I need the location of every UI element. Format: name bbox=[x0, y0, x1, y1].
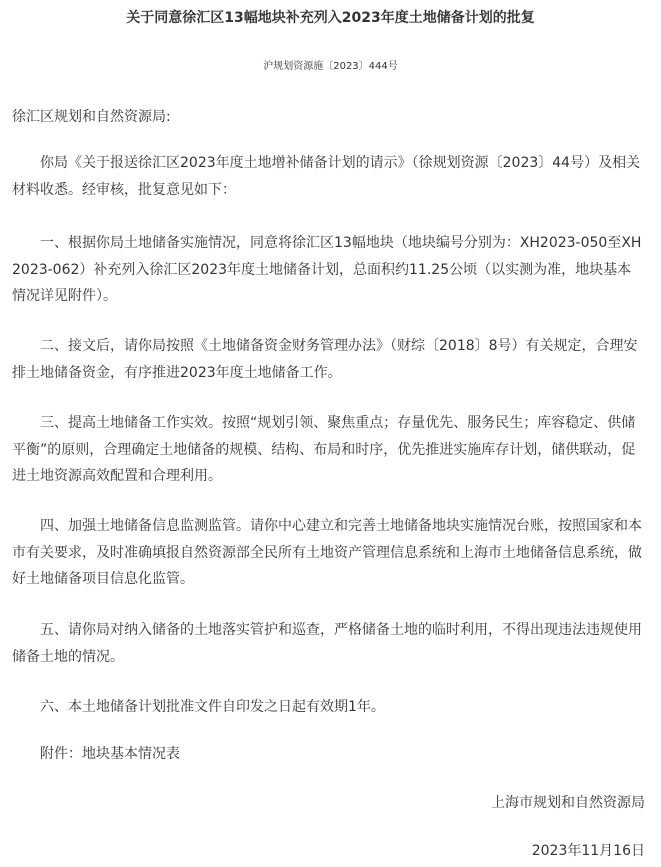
attachment-note: 附件：地块基本情况表 bbox=[40, 746, 180, 762]
paragraph-item-6: 六、本土地储备计划批准文件自印发之日起有效期1年。 bbox=[40, 699, 385, 715]
paragraph-item-5: 五、请你局对纳入储备的土地落实管护和巡查，严格储备土地的临时利用，不得出现违法违规使用储备土地的情况。 bbox=[12, 622, 642, 665]
signature-organization: 上海市规划和自然资源局 bbox=[491, 795, 645, 811]
document-number: 沪规划资源施〔2023〕444号 bbox=[263, 61, 398, 72]
paragraph-item-1: 一、根据你局土地储备实施情况，同意将徐汇区13幅地块（地块编号分别为：XH2023-050至XH2023-062）补充列入徐汇区2023年度土地储备计划，总面积约11.25公顷（以实测为准，地块基本情况详见附件）。 bbox=[12, 235, 642, 304]
paragraph-item-4: 四、加强土地储备信息监测监管。请你中心建立和完善土地储备地块实施情况台账，按照国家和本市有关要求，及时准确填报自然资源部全民所有土地资产管理信息系统和上海市土地储备信息系统，做好土地储备项目信息化监管。 bbox=[12, 518, 642, 587]
paragraph-item-2: 二、接文后，请你局按照《土地储备资金财务管理办法》（财综〔2018〕8号）有关规定，合理安排土地储备资金，有序推进2023年度土地储备工作。 bbox=[12, 338, 638, 381]
document-title: 关于同意徐汇区13幅地块补充列入2023年度土地储备计划的批复 bbox=[126, 10, 535, 26]
addressee: 徐汇区规划和自然资源局: bbox=[12, 109, 171, 125]
paragraph-intro: 你局《关于报送徐汇区2023年度土地增补储备计划的请示》（徐规划资源〔2023〕44号）及相关材料收悉。经审核，批复意见如下： bbox=[12, 155, 641, 198]
signature-date: 2023年11月16日 bbox=[531, 843, 645, 859]
paragraph-item-3: 三、提高土地储备工作实效。按照“规划引领、聚焦重点；存量优先、服务民生；库容稳定、供储平衡”的原则，合理确定土地储备的规模、结构、布局和时序，优先推进实施库存计划，储供联动，促进土地资源高效配置和合理利用。 bbox=[12, 415, 636, 484]
